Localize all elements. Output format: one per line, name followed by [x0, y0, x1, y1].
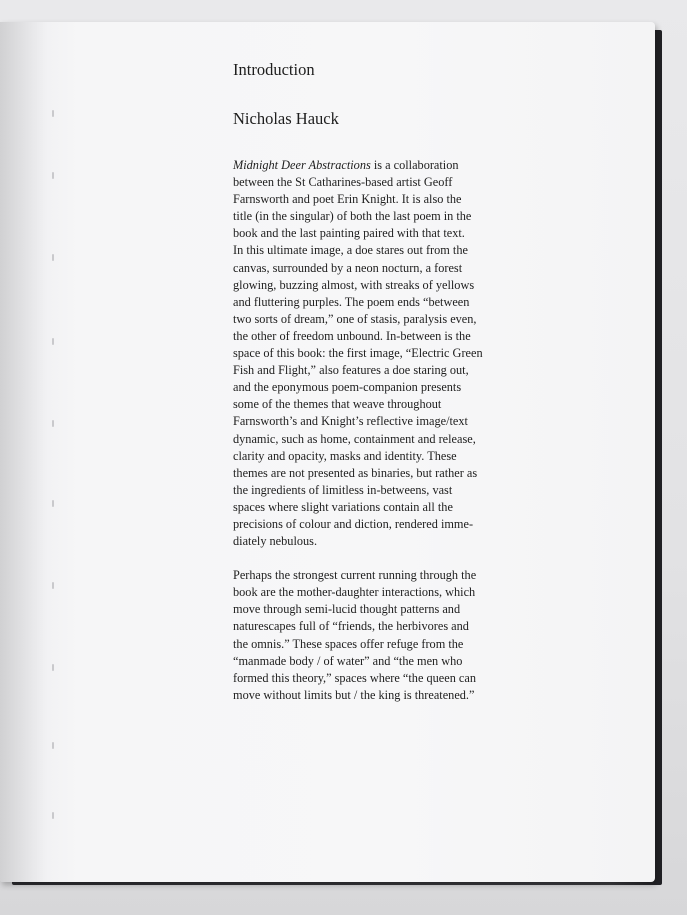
paragraph-line: themes are not presented as binaries, but rather as	[233, 465, 478, 480]
paragraph-line: naturescapes full of “friends, the herbivores and	[233, 619, 469, 634]
binding-stitch	[52, 664, 54, 671]
binding-stitch	[52, 812, 54, 819]
paragraph-line: glowing, buzzing almost, with streaks of yellows	[233, 277, 475, 292]
paragraph-line	[233, 157, 483, 174]
paragraph-line: book are the mother-daughter interactions, which	[233, 585, 476, 600]
paragraph-line: book and the last painting paired with that text.	[233, 226, 465, 241]
binding-stitch	[52, 172, 54, 179]
paragraph-1	[233, 157, 483, 550]
paragraph-line: and the eponymous poem-companion presents	[233, 380, 462, 395]
paragraph-line: space of this book: the first image, “Electric Green	[233, 346, 483, 361]
paragraph-line: Fish and Flight,” also features a doe staring out,	[233, 363, 469, 378]
page-text	[233, 59, 483, 704]
line-text: is a collaboration	[370, 158, 459, 172]
paragraph-line: the other of freedom unbound. In-between is the	[233, 328, 471, 343]
page-gutter-shadow	[0, 22, 48, 882]
paragraph-line: In this ultimate image, a doe stares out from the	[233, 243, 468, 258]
paragraph-line: and fluttering purples. The poem ends “between	[233, 294, 470, 309]
binding-stitch	[52, 582, 54, 589]
binding-stitch	[52, 420, 54, 427]
paragraph-line: Perhaps the strongest current running through the	[233, 568, 477, 583]
binding-stitch	[52, 338, 54, 345]
paragraph-line: move through semi-lucid thought patterns and	[233, 602, 461, 617]
book-title: Midnight Deer Abstractions	[233, 158, 371, 172]
paragraph-line: the ingredients of limitless in-betweens, vast	[233, 482, 453, 497]
paragraph-line: spaces where slight variations contain all the	[233, 499, 453, 514]
paragraph-line: title (in the singular) of both the last poem in the	[233, 209, 472, 224]
paragraph-line: the omnis.” These spaces offer refuge from the	[233, 636, 464, 651]
binding-stitch	[52, 500, 54, 507]
paragraph-line: two sorts of dream,” one of stasis, paralysis even,	[233, 311, 477, 326]
paragraph-line: move without limits but / the king is threatened.”	[233, 687, 475, 702]
binding-stitch	[52, 742, 54, 749]
paragraph-line: some of the themes that weave throughout	[233, 397, 442, 412]
section-heading: Introduction	[233, 60, 315, 79]
paragraph-line: formed this theory,” spaces where “the queen can	[233, 670, 476, 685]
paragraph-line: precisions of colour and diction, rendered imme-	[233, 516, 474, 531]
paragraph-line: Farnsworth and poet Erin Knight. It is also the	[233, 192, 462, 207]
paragraph-line: dynamic, such as home, containment and release,	[233, 431, 476, 446]
author-name: Nicholas Hauck	[233, 109, 339, 128]
paragraph-line: Farnsworth’s and Knight’s reflective image/text	[233, 414, 468, 429]
binding-stitch	[52, 254, 54, 261]
paragraph-line: between the St Catharines-based artist Geoff	[233, 175, 453, 190]
binding-stitch	[52, 110, 54, 117]
paragraph-line: diately nebulous.	[233, 534, 318, 549]
paragraph-2	[233, 567, 483, 704]
paragraph-line: canvas, surrounded by a neon nocturn, a forest	[233, 260, 463, 275]
paragraph-line: clarity and opacity, masks and identity. These	[233, 448, 457, 463]
paragraph-line: “manmade body / of water” and “the men who	[233, 653, 463, 668]
